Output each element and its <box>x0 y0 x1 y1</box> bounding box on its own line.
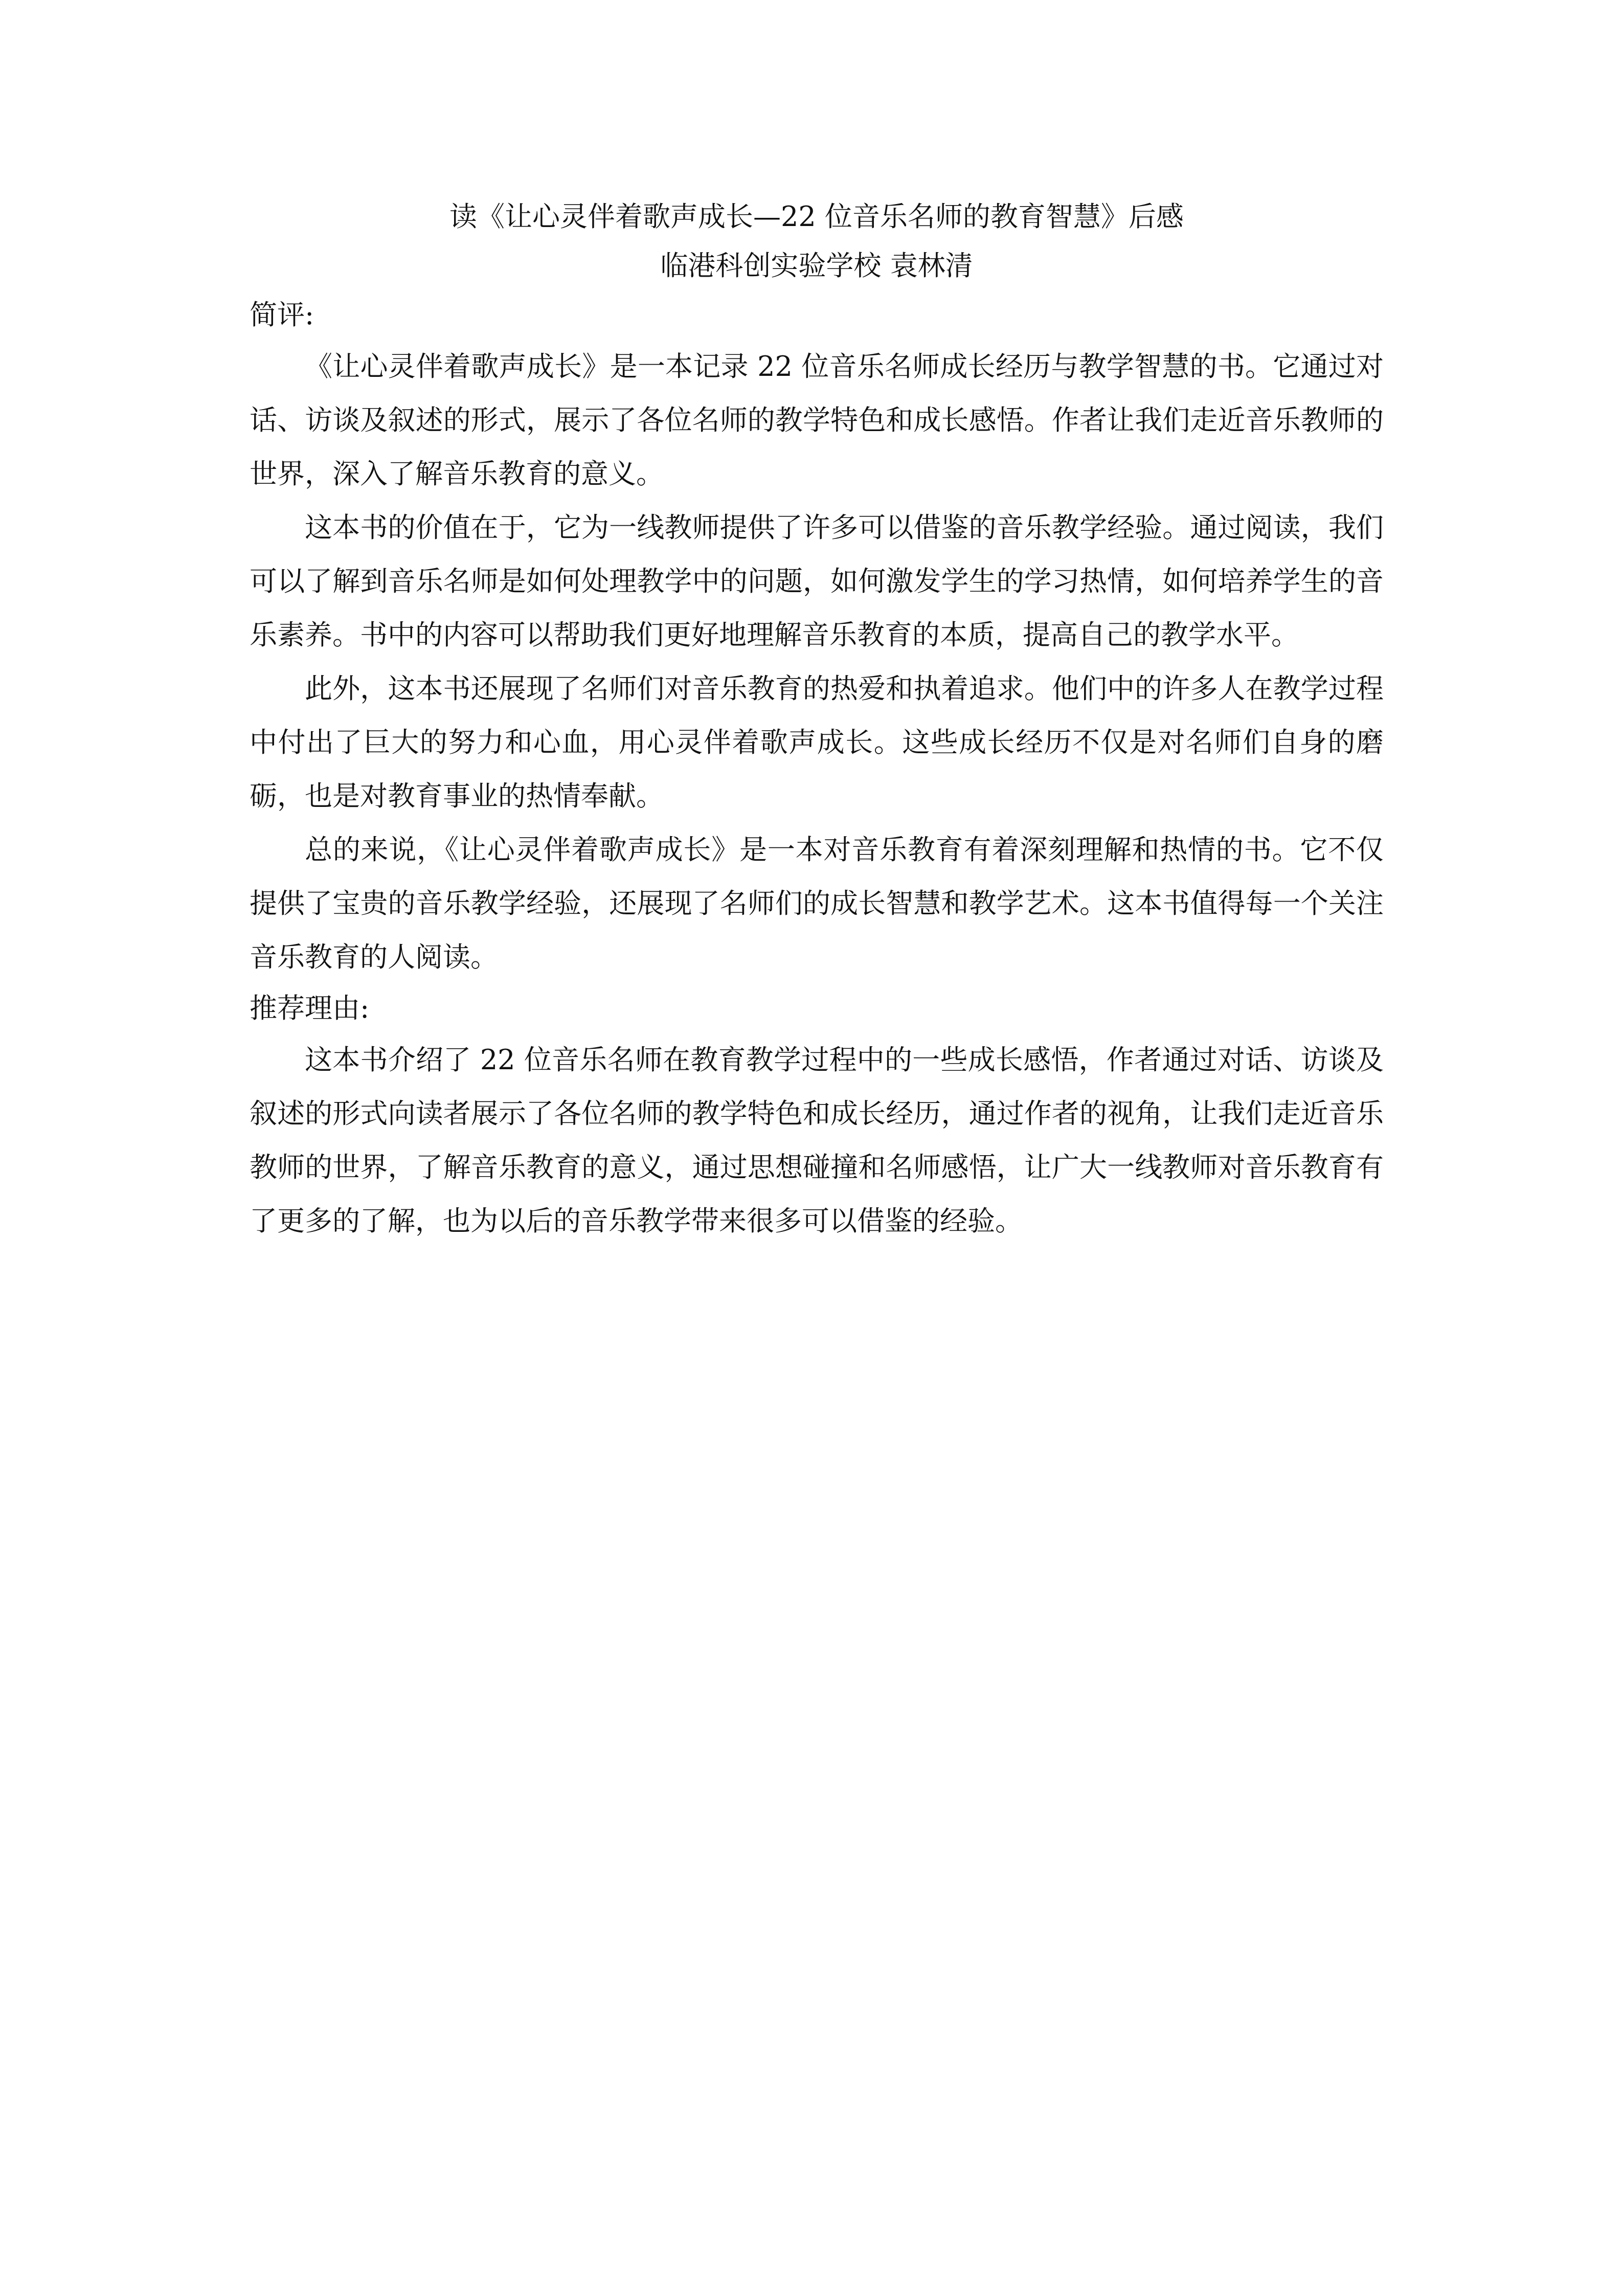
recommendation-section <box>250 984 1384 1248</box>
review-paragraph: 总的来说，《让心灵伴着歌声成长》是一本对音乐教育有着深刻理解和热情的书。它不仅提供了宝贵的音乐教学经验，还展现了名师们的成长智慧和教学艺术。这本书值得每一个关注音乐教育的人阅读。 <box>250 834 1384 973</box>
document-page <box>250 192 1384 1248</box>
review-paragraph: 这本书的价值在于，它为一线教师提供了许多可以借鉴的音乐教学经验。通过阅读，我们可以了解到音乐名师是如何处理教学中的问题，如何激发学生的学习热情，如何培养学生的音乐素养。书中的内容可以帮助我们更好地理解音乐教育的本质，提高自己的教学水平。 <box>250 511 1384 651</box>
section-label-review: 简评: <box>250 299 314 331</box>
review-section <box>250 290 1384 984</box>
author-line: 临港科创实验学校 袁林清 <box>660 250 973 282</box>
review-paragraph: 《让心灵伴着歌声成长》是一本记录 22 位音乐名师成长经历与教学智慧的书。它通过对话、访谈及叙述的形式，展示了各位名师的教学特色和成长感悟。作者让我们走近音乐教师的世界，深入了解音乐教育的意义。 <box>250 350 1384 490</box>
recommendation-paragraph: 这本书介绍了 22 位音乐名师在教育教学过程中的一些成长感悟，作者通过对话、访谈及叙述的形式向读者展示了各位名师的教学特色和成长经历，通过作者的视角，让我们走近音乐教师的世界，了解音乐教育的意义，通过思想碰撞和名师感悟，让广大一线教师对音乐教育有了更多的了解，也为以后的音乐教学带来很多可以借鉴的经验。 <box>250 1044 1384 1237</box>
document-title: 读《让心灵伴着歌声成长—22 位音乐名师的教育智慧》后感 <box>449 200 1184 233</box>
review-paragraph: 此外，这本书还展现了名师们对音乐教育的热爱和执着追求。他们中的许多人在教学过程中付出了巨大的努力和心血，用心灵伴着歌声成长。这些成长经历不仅是对名师们自身的磨砺，也是对教育事业的热情奉献。 <box>250 672 1384 812</box>
section-label-recommendation: 推荐理由: <box>250 992 370 1024</box>
